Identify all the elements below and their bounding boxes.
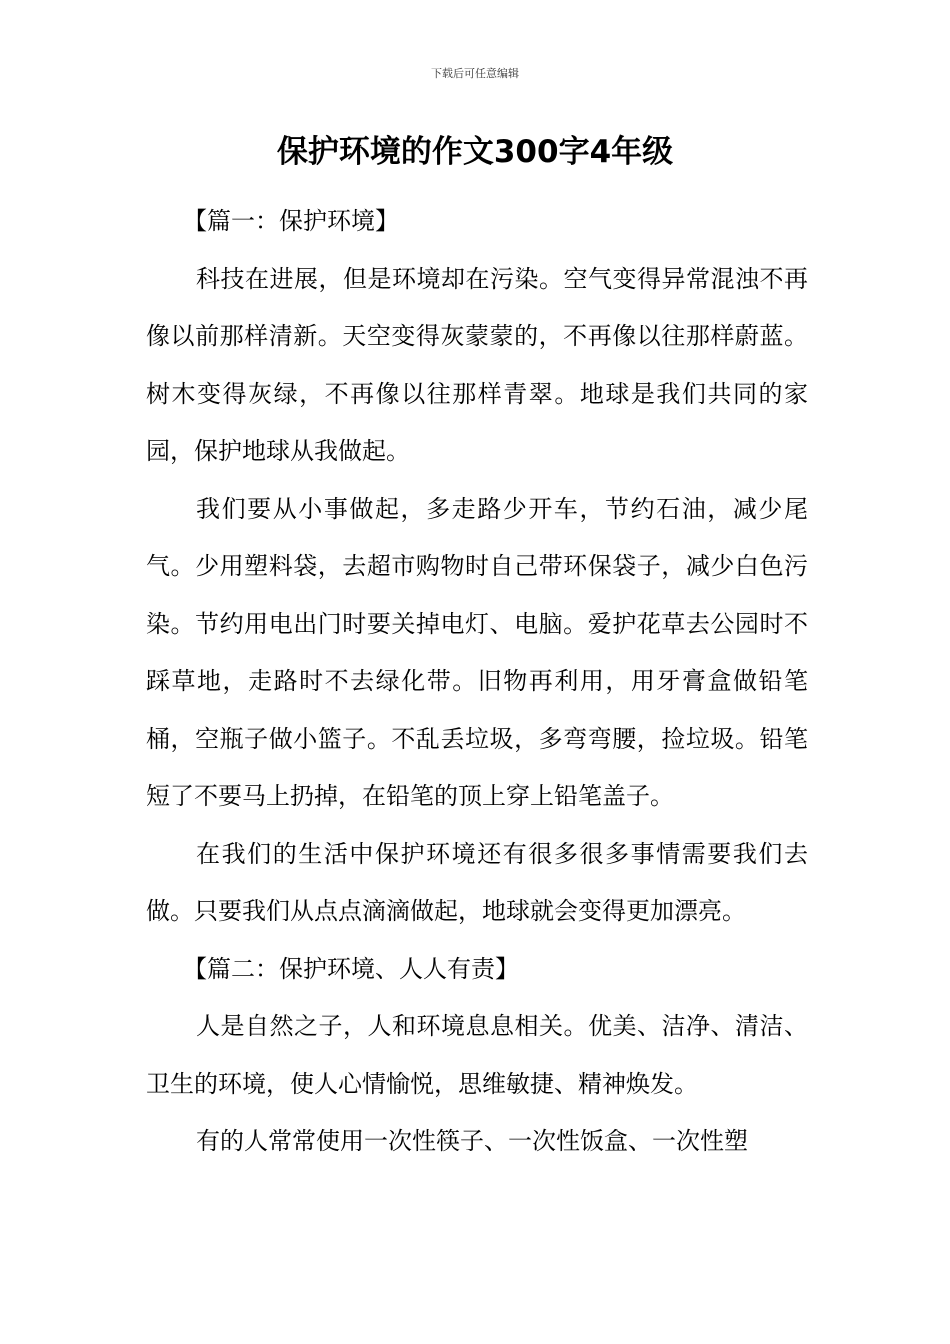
paragraph: 有的人常常使用一次性筷子、一次性饭盒、一次性塑 [196,1127,748,1155]
paragraph: 科技在进展，但是环境却在污染。空气变得异常混浊不再像以前那样清新。天空变得灰蒙蒙的，不再像以往那样蔚蓝。树木变得灰绿，不再像以往那样青翠。地球是我们共同的家园，保护地球从我做起。 [146,264,808,465]
paragraph: 在我们的生活中保护环境还有很多很多事情需要我们去做。只要我们从点点滴滴做起，地球就会变得更加漂亮。 [146,839,808,925]
section-heading: 【篇二：保护环境、人人有责】 [183,954,519,983]
section-heading: 【篇一：保护环境】 [183,207,399,235]
paragraph: 我们要从小事做起，多走路少开车，节约石油，减少尾气。少用塑料袋，去超市购物时自己带环保袋子，减少白色污染。节约用电出门时要关掉电灯、电脑。爱护花草去公园时不踩草地，走路时不去绿化带。旧物再利用，用牙膏盒做铅笔桶，空瓶子做小篮子。不乱丢垃圾，多弯弯腰，捡垃圾。铅笔短了不要马上扔掉，在铅笔的顶上穿上铅笔盖子。 [146,494,808,810]
document-body [146,193,808,1171]
document-title: 保护环境的作文300字4年级 [276,134,674,170]
header-note: 下载后可任意编辑 [431,67,519,80]
paragraph: 人是自然之子，人和环境息息相关。优美、洁净、清洁、卫生的环境，使人心情愉悦，思维敏捷、精神焕发。 [146,1012,808,1098]
